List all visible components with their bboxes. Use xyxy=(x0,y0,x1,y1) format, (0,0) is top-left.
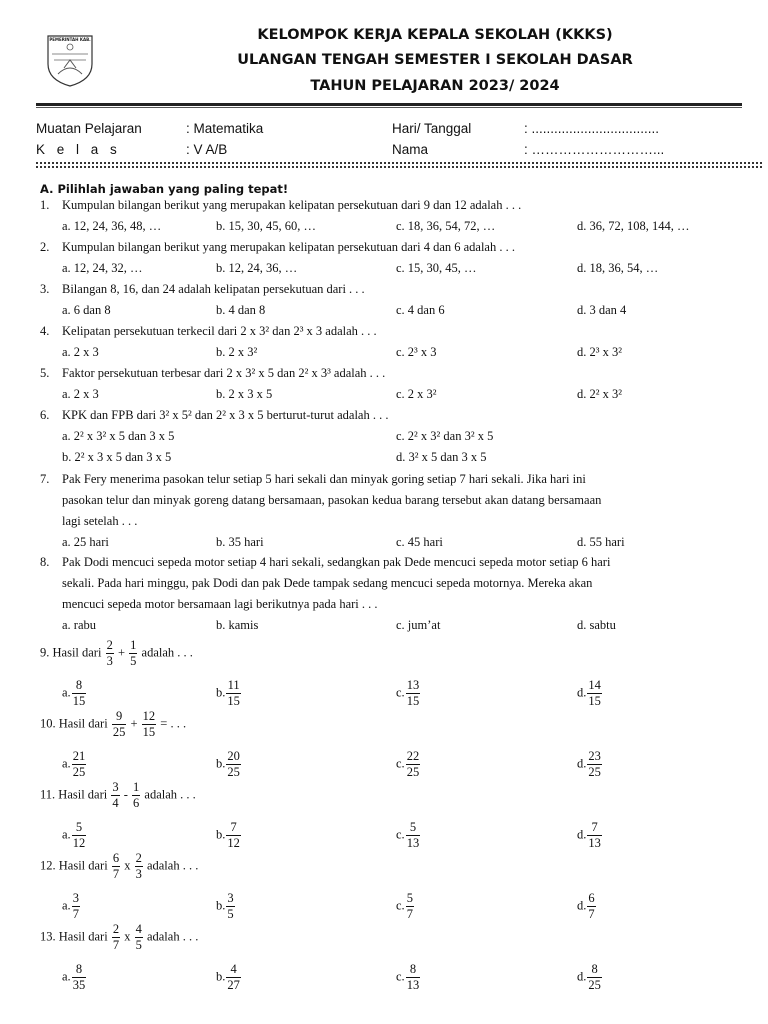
option-d xyxy=(577,679,603,708)
question-text: KPK dan FPB dari 3² x 5² dan 2² x 3 x 5 berturut-turut adalah . . . xyxy=(62,408,389,422)
info-divider-dotted-2 xyxy=(36,166,762,168)
option-fraction xyxy=(226,892,234,921)
denominator: 12 xyxy=(72,836,86,850)
numerator: 5 xyxy=(72,821,87,836)
question-suffix: adalah . . . xyxy=(138,645,193,660)
option-b xyxy=(216,963,242,992)
denominator: 5 xyxy=(130,654,137,668)
operator: + xyxy=(127,716,141,731)
question-number: 5. xyxy=(40,366,50,380)
denominator: 35 xyxy=(72,978,86,992)
denominator: 25 xyxy=(588,765,601,779)
denominator: 5 xyxy=(227,907,234,921)
option-a: a. 25 hari xyxy=(62,535,109,549)
numerator: 14 xyxy=(588,678,601,692)
option-fraction xyxy=(72,679,87,708)
denominator: 7 xyxy=(72,907,79,921)
denominator: 25 xyxy=(112,725,126,739)
fraction-operand-1 xyxy=(106,639,114,668)
option-b: b. 4 dan 8 xyxy=(216,303,266,317)
question-suffix: adalah . . . xyxy=(143,858,199,873)
numerator: 3 xyxy=(72,891,79,905)
option-b: b. 2 x 3² xyxy=(216,345,258,359)
option-fraction xyxy=(587,679,602,708)
fraction-operand-1 xyxy=(112,852,120,881)
option-c xyxy=(396,821,421,850)
option-fraction xyxy=(587,821,602,850)
day-label: Hari/ Tanggal xyxy=(392,121,472,136)
numerator: 11 xyxy=(227,678,240,692)
option-b xyxy=(216,750,242,779)
denominator: 5 xyxy=(135,938,142,952)
option-c xyxy=(396,679,421,708)
emblem-icon xyxy=(44,30,96,88)
numerator: 2 xyxy=(135,851,142,865)
option-fraction xyxy=(226,750,241,779)
numerator: 5 xyxy=(406,821,421,836)
option-a xyxy=(62,750,87,779)
option-fraction xyxy=(406,963,421,992)
denominator: 15 xyxy=(72,694,86,708)
option-b: b. 35 hari xyxy=(216,535,264,549)
option-c: c. 18, 36, 54, 72, … xyxy=(396,219,496,233)
name-label: Nama xyxy=(392,142,429,157)
option-fraction xyxy=(72,821,87,850)
question-text: Bilangan 8, 16, dan 24 adalah kelipatan persekutuan dari . . . xyxy=(62,282,365,296)
denominator: 7 xyxy=(406,907,413,921)
header-line-2: ULANGAN TENGAH SEMESTER I SEKOLAH DASAR xyxy=(237,52,633,68)
option-letter: b. xyxy=(216,827,226,842)
section-a-title: A. Pilihlah jawaban yang paling tepat! xyxy=(40,182,289,196)
question-suffix: adalah . . . xyxy=(141,787,196,802)
school-logo xyxy=(44,30,96,88)
header-divider-thin xyxy=(36,107,742,108)
option-letter: d. xyxy=(577,685,587,700)
class-value: : V A/B xyxy=(186,142,228,157)
denominator: 27 xyxy=(227,978,240,992)
fraction-operand-1 xyxy=(112,710,127,739)
numerator: 7 xyxy=(587,821,602,836)
denominator: 7 xyxy=(112,938,120,952)
denominator: 7 xyxy=(112,867,120,881)
header-divider-thick xyxy=(36,103,742,106)
option-b: b. kamis xyxy=(216,618,259,632)
question-number: 3. xyxy=(40,282,50,296)
question-text: Pak Fery menerima pasokan telur setiap 5 hari sekali dan minyak goring setiap 7 hari sekali. Jika hari ini xyxy=(62,472,586,486)
option-a: a. 12, 24, 32, … xyxy=(62,261,143,275)
question-suffix: adalah . . . xyxy=(143,929,199,944)
option-d xyxy=(577,750,603,779)
option-letter: a. xyxy=(62,827,71,842)
option-d: d. 2² x 3² xyxy=(577,387,622,401)
denominator: 25 xyxy=(406,765,420,779)
option-fraction xyxy=(226,963,241,992)
option-d: d. sabtu xyxy=(577,618,616,632)
option-d: d. 2³ x 3² xyxy=(577,345,622,359)
header-line-1: KELOMPOK KERJA KEPALA SEKOLAH (KKKS) xyxy=(257,27,613,43)
operator: x xyxy=(121,858,134,873)
fraction-question xyxy=(40,923,198,952)
option-letter: b. xyxy=(216,685,226,700)
question-text: Kumpulan bilangan berikut yang merupakan kelipatan persekutuan dari 9 dan 12 adalah . . . xyxy=(62,198,522,212)
question-text: mencuci sepeda motor bersamaan lagi berikutnya pada hari . . . xyxy=(62,597,378,611)
option-c xyxy=(396,892,415,921)
fraction-operand-1 xyxy=(111,781,119,810)
logo-text: PEMERINTAH KAB. xyxy=(49,37,91,42)
question-prefix: 9. Hasil dari xyxy=(40,645,105,660)
option-c: c. 2² x 3² dan 3² x 5 xyxy=(396,429,494,443)
denominator: 25 xyxy=(588,978,601,992)
option-c: c. jum’at xyxy=(396,618,441,632)
option-fraction xyxy=(406,679,421,708)
fraction-operand-2 xyxy=(132,781,140,810)
numerator: 21 xyxy=(72,749,86,763)
option-fraction xyxy=(226,821,241,850)
question-number: 8. xyxy=(40,555,50,569)
question-text: Faktor persekutuan terbesar dari 2 x 3² x 5 dan 2² x 3³ adalah . . . xyxy=(62,366,386,380)
numerator: 6 xyxy=(112,851,120,865)
option-a xyxy=(62,821,87,850)
denominator: 25 xyxy=(227,765,240,779)
denominator: 4 xyxy=(112,796,119,810)
numerator: 3 xyxy=(112,780,119,794)
name-value: : ………………………... xyxy=(524,142,665,157)
option-letter: a. xyxy=(62,685,71,700)
option-c: c. 2³ x 3 xyxy=(396,345,437,359)
option-fraction xyxy=(587,750,602,779)
numerator: 8 xyxy=(587,963,602,978)
option-letter: a. xyxy=(62,756,71,771)
subject-value: : Matematika xyxy=(186,121,264,136)
option-a xyxy=(62,892,81,921)
question-number: 1. xyxy=(40,198,50,212)
operator: + xyxy=(114,645,129,660)
question-prefix: 12. Hasil dari xyxy=(40,858,111,873)
option-d: d. 3 dan 4 xyxy=(577,303,627,317)
option-c xyxy=(396,963,421,992)
option-fraction xyxy=(72,750,87,779)
option-letter: b. xyxy=(216,969,226,984)
fraction-operand-2 xyxy=(129,639,137,668)
question-number: 7. xyxy=(40,472,50,486)
numerator: 2 xyxy=(106,638,113,652)
denominator: 15 xyxy=(406,694,420,708)
operator: - xyxy=(120,787,132,802)
denominator: 3 xyxy=(135,867,142,881)
numerator: 1 xyxy=(133,780,140,794)
fraction-operand-1 xyxy=(112,923,120,952)
denominator: 12 xyxy=(227,836,240,850)
option-letter: c. xyxy=(396,756,405,771)
option-a: a. 2 x 3 xyxy=(62,387,99,401)
option-a: a. 12, 24, 36, 48, … xyxy=(62,219,162,233)
denominator: 13 xyxy=(406,978,420,992)
numerator: 13 xyxy=(406,678,420,692)
option-b xyxy=(216,679,242,708)
option-c: c. 4 dan 6 xyxy=(396,303,445,317)
question-prefix: 10. Hasil dari xyxy=(40,716,111,731)
option-b: b. 2 x 3 x 5 xyxy=(216,387,273,401)
option-c: c. 15, 30, 45, … xyxy=(396,261,477,275)
denominator: 25 xyxy=(72,765,86,779)
option-letter: c. xyxy=(396,685,405,700)
option-fraction xyxy=(72,963,87,992)
option-fraction xyxy=(226,679,241,708)
question-text: sekali. Pada hari minggu, pak Dodi dan pak Dede tampak sedang mencuci sepeda motornya. Mereka akan xyxy=(62,576,593,590)
numerator: 23 xyxy=(588,749,601,763)
option-a: a. 2² x 3² x 5 dan 3 x 5 xyxy=(62,429,175,443)
option-d xyxy=(577,892,597,921)
question-suffix: = . . . xyxy=(157,716,187,731)
option-letter: c. xyxy=(396,898,405,913)
option-a xyxy=(62,679,87,708)
question-number: 4. xyxy=(40,324,50,338)
question-text: Kelipatan persekutuan terkecil dari 2 x 3² dan 2³ x 3 adalah . . . xyxy=(62,324,377,338)
option-letter: a. xyxy=(62,969,71,984)
option-a xyxy=(62,963,87,992)
option-fraction xyxy=(72,892,80,921)
numerator: 4 xyxy=(135,922,142,936)
operator: x xyxy=(121,929,134,944)
option-d: d. 36, 72, 108, 144, … xyxy=(577,219,690,233)
info-divider-dotted xyxy=(36,162,762,164)
option-fraction xyxy=(406,750,421,779)
fraction-operand-2 xyxy=(135,923,143,952)
option-b: b. 15, 30, 45, 60, … xyxy=(216,219,316,233)
option-d: d. 55 hari xyxy=(577,535,625,549)
option-letter: d. xyxy=(577,969,587,984)
denominator: 6 xyxy=(133,796,140,810)
numerator: 1 xyxy=(130,638,137,652)
numerator: 20 xyxy=(227,749,240,763)
numerator: 22 xyxy=(406,749,420,763)
question-text: lagi setelah . . . xyxy=(62,514,138,528)
day-value: : .................................. xyxy=(524,121,660,136)
option-letter: a. xyxy=(62,898,71,913)
numerator: 4 xyxy=(226,963,241,978)
class-label: K e l a s xyxy=(36,142,121,157)
denominator: 15 xyxy=(142,725,156,739)
denominator: 15 xyxy=(227,694,240,708)
option-fraction xyxy=(587,963,602,992)
numerator: 8 xyxy=(72,963,87,978)
denominator: 7 xyxy=(588,907,595,921)
option-letter: b. xyxy=(216,756,226,771)
question-number: 2. xyxy=(40,240,50,254)
option-a: a. 2 x 3 xyxy=(62,345,99,359)
numerator: 12 xyxy=(142,709,156,723)
option-fraction xyxy=(587,892,595,921)
numerator: 3 xyxy=(227,891,234,905)
numerator: 8 xyxy=(72,679,87,694)
option-b: b. 2² x 3 x 5 dan 3 x 5 xyxy=(62,450,172,464)
option-d xyxy=(577,963,603,992)
option-fraction xyxy=(406,892,414,921)
denominator: 13 xyxy=(588,836,601,850)
option-letter: d. xyxy=(577,756,587,771)
option-letter: d. xyxy=(577,827,587,842)
numerator: 7 xyxy=(226,821,241,836)
header-line-3: TAHUN PELAJARAN 2023/ 2024 xyxy=(310,78,560,94)
question-text: pasokan telur dan minyak goreng datang bersamaan, pasokan kedua barang tersebut akan datang bersamaan xyxy=(62,493,602,507)
option-b xyxy=(216,892,236,921)
option-c: c. 45 hari xyxy=(396,535,443,549)
numerator: 6 xyxy=(588,891,595,905)
option-b xyxy=(216,821,242,850)
option-a: a. 6 dan 8 xyxy=(62,303,111,317)
denominator: 13 xyxy=(406,836,420,850)
option-letter: c. xyxy=(396,827,405,842)
option-letter: c. xyxy=(396,969,405,984)
denominator: 3 xyxy=(106,654,113,668)
fraction-question xyxy=(40,852,198,881)
numerator: 8 xyxy=(406,963,421,978)
option-d: d. 18, 36, 54, … xyxy=(577,261,659,275)
option-letter: b. xyxy=(216,898,226,913)
option-c: c. 2 x 3² xyxy=(396,387,437,401)
numerator: 2 xyxy=(112,922,120,936)
fraction-question xyxy=(40,639,193,668)
option-a: a. rabu xyxy=(62,618,97,632)
question-text: Pak Dodi mencuci sepeda motor setiap 4 hari sekali, sedangkan pak Dede mencuci sepeda motor setiap 6 hari xyxy=(62,555,611,569)
numerator: 5 xyxy=(406,891,413,905)
option-c xyxy=(396,750,421,779)
denominator: 15 xyxy=(588,694,601,708)
numerator: 9 xyxy=(112,710,127,725)
question-number: 6. xyxy=(40,408,50,422)
question-prefix: 11. Hasil dari xyxy=(40,787,111,802)
question-text: Kumpulan bilangan berikut yang merupakan kelipatan persekutuan dari 4 dan 6 adalah . . . xyxy=(62,240,515,254)
option-b: b. 12, 24, 36, … xyxy=(216,261,298,275)
question-prefix: 13. Hasil dari xyxy=(40,929,111,944)
fraction-operand-2 xyxy=(135,852,143,881)
option-letter: d. xyxy=(577,898,587,913)
fraction-question xyxy=(40,710,186,739)
subject-label: Muatan Pelajaran xyxy=(36,121,142,136)
option-fraction xyxy=(406,821,421,850)
fraction-operand-2 xyxy=(142,710,157,739)
option-d xyxy=(577,821,603,850)
option-d: d. 3² x 5 dan 3 x 5 xyxy=(396,450,487,464)
fraction-question xyxy=(40,781,196,810)
